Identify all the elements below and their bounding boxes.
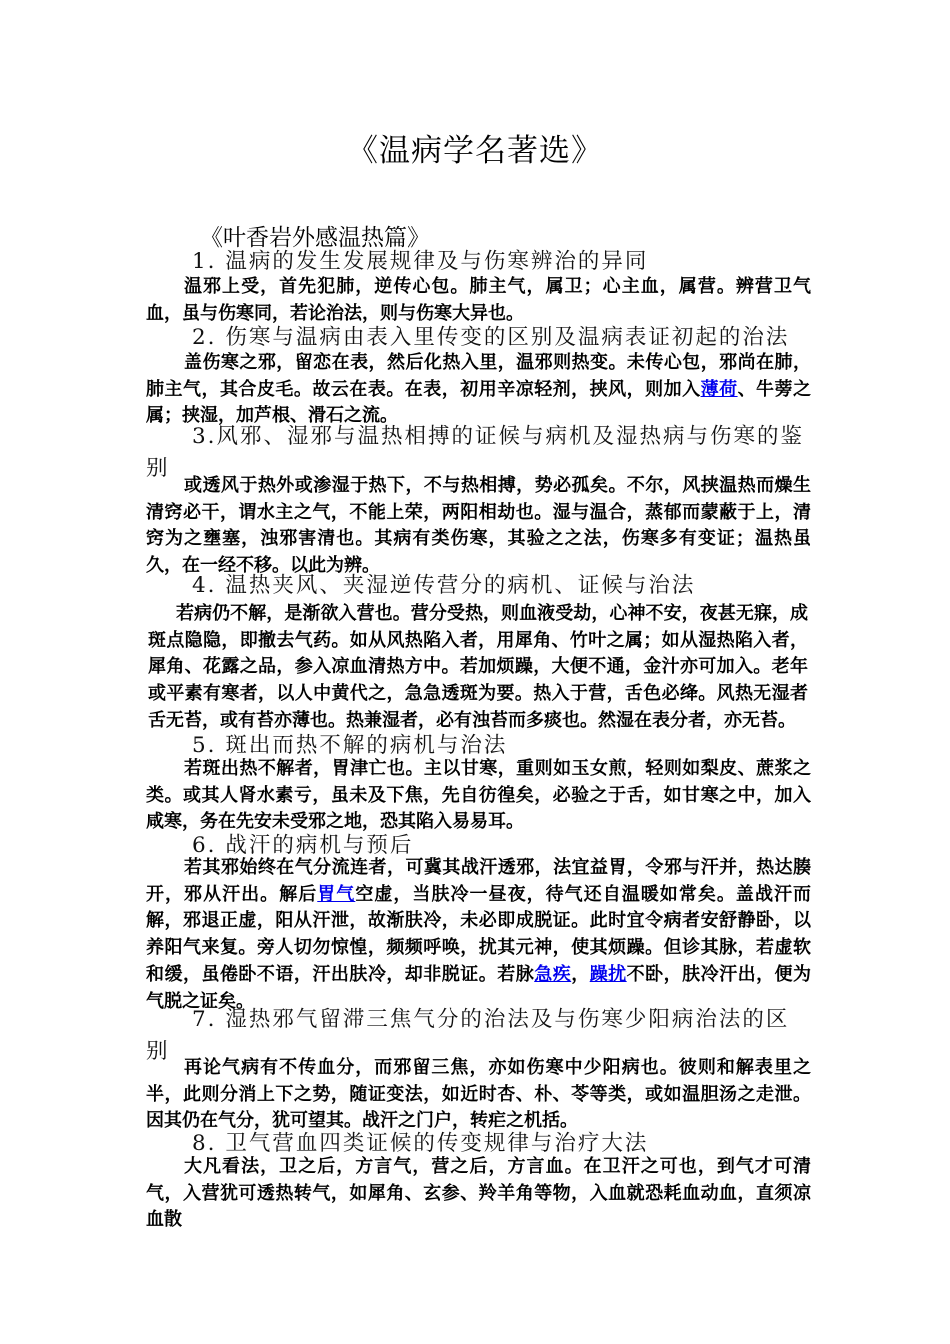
section-text-3: 或透风于热外或渗湿于热下，不与热相搏，势必孤矣。不尔，风挟温热而燥生清窍必干，谓水主之气，不能上荣，两阳相劫也。湿与温合，蒸郁而蒙蔽于上，清窍为之壅塞，浊邪害清也。其病有类伤寒，其验之之法，伤寒多有变证；温热虽久，在一经不移。以此为辨。 (146, 475, 811, 577)
link-weiqi[interactable]: 胃气 (317, 883, 356, 905)
chapter-title: 《叶香岩外感温热篇》 (200, 225, 430, 251)
page-title: 《温病学名著选》 (347, 133, 603, 169)
link-jiji[interactable]: 急疾 (534, 963, 572, 985)
section-text-6c: ， (571, 963, 590, 985)
section-text-1: 温邪上受，首先犯肺，逆传心包。肺主气，属卫；心主血，属营。辨营卫气血，虽与伤寒同，若论治法，则与伤寒大异也。 (146, 276, 811, 324)
section-text-7: 再论气病有不传血分，而邪留三焦，亦如伤寒中少阳病也。彼则和解表里之半，此则分消上下之势，随证变法，如近时杏、朴、苓等类，或如温胆汤之走泄。因其仍在气分，犹可望其。战汗之门户，转疟之机括。 (146, 1057, 811, 1132)
link-zaorao[interactable]: 躁扰 (589, 963, 627, 985)
section-text-2b: 、牛蒡之属；挟湿，加芦根、滑石之流。 (146, 378, 812, 427)
section-text-6 (146, 855, 811, 1015)
link-bohe[interactable]: 薄荷 (700, 378, 738, 400)
section-heading-8: 8. 卫气营血四类证候的传变规律与治疗大法 (192, 1131, 649, 1156)
section-text-6a: 若其邪始终在气分流连者，可冀其战汗透邪，法宜益胃，令邪与汗并，热达腠开，邪从汗出。解后 (146, 857, 811, 905)
section-text-6b: 空虚，当肤冷一昼夜，待气还自温暖如常矣。盖战汗而解，邪退正虚，阳从汗泄，故渐肤冷，未必即成脱证。此时宜令病者安舒静卧，以养阳气来复。旁人切勿惊惶，频频呼唤，扰其元神，使其烦躁。但诊其脉，若虚软和缓，虽倦卧不语，汗出肤冷，却非脱证。若脉 (146, 883, 812, 985)
section-text-5: 若斑出热不解者，胃津亡也。主以甘寒，重则如玉女煎，轻则如梨皮、蔗浆之类。或其人肾水素亏，虽未及下焦，先自彷徨矣，必验之于舌，如甘寒之中，加入咸寒，务在先安未受邪之地，恐其陷入易易耳。 (146, 758, 811, 833)
section-text-2a: 盖伤寒之邪，留恋在表，然后化热入里，温邪则热变。未传心包，邪尚在肺，肺主气，其合皮毛。故云在表。在表，初用辛凉轻剂，挟风，则加入 (146, 352, 811, 400)
section-heading-5: 5. 斑出而热不解的病机与治法 (192, 733, 508, 758)
section-text-4: 若病仍不解，是渐欲入营也。营分受热，则血液受劫，心神不安，夜甚无寐，成斑点隐隐，即撤去气药。如从风热陷入者，用犀角、竹叶之属；如从湿热陷入者，犀角、花露之品，参入凉血清热方中。若加烦躁，大便不通，金汁亦可加入。老年或平素有寒者，以人中黄代之，急急透斑为要。热入于营，舌色必绛。风热无湿者舌无苔，或有苔亦薄也。热兼湿者，必有浊苔而多痰也。然湿在表分者，亦无苔。 (148, 603, 808, 731)
section-heading-2: 2. 伤寒与温病由表入里传变的区别及温病表证初起的治法 (192, 325, 790, 350)
section-heading-4: 4. 温热夹风、夹湿逆传营分的病机、证候与治法 (192, 573, 696, 598)
section-heading-7: 7. 湿热邪气留滞三焦气分的治法及与伤寒少阳病治法的区别 (146, 1007, 790, 1064)
section-text-8: 大凡看法，卫之后，方言气，营之后，方言血。在卫汗之可也，到气才可清气，入营犹可透热转气，如犀角、玄参、羚羊角等物，入血就恐耗血动血，直须凉血散 (146, 1156, 811, 1231)
section-heading-6: 6. 战汗的病机与预后 (192, 833, 414, 858)
section-text-6d: 不卧，肤冷汗出，便为气脱之证矣。 (146, 963, 812, 1012)
section-heading-1: 1. 温病的发生发展规律及与伤寒辨治的异同 (192, 249, 649, 274)
section-text-2 (146, 350, 811, 430)
section-heading-3: 3.风邪、湿邪与温热相搏的证候与病机及湿热病与伤寒的鉴别 (146, 424, 805, 481)
